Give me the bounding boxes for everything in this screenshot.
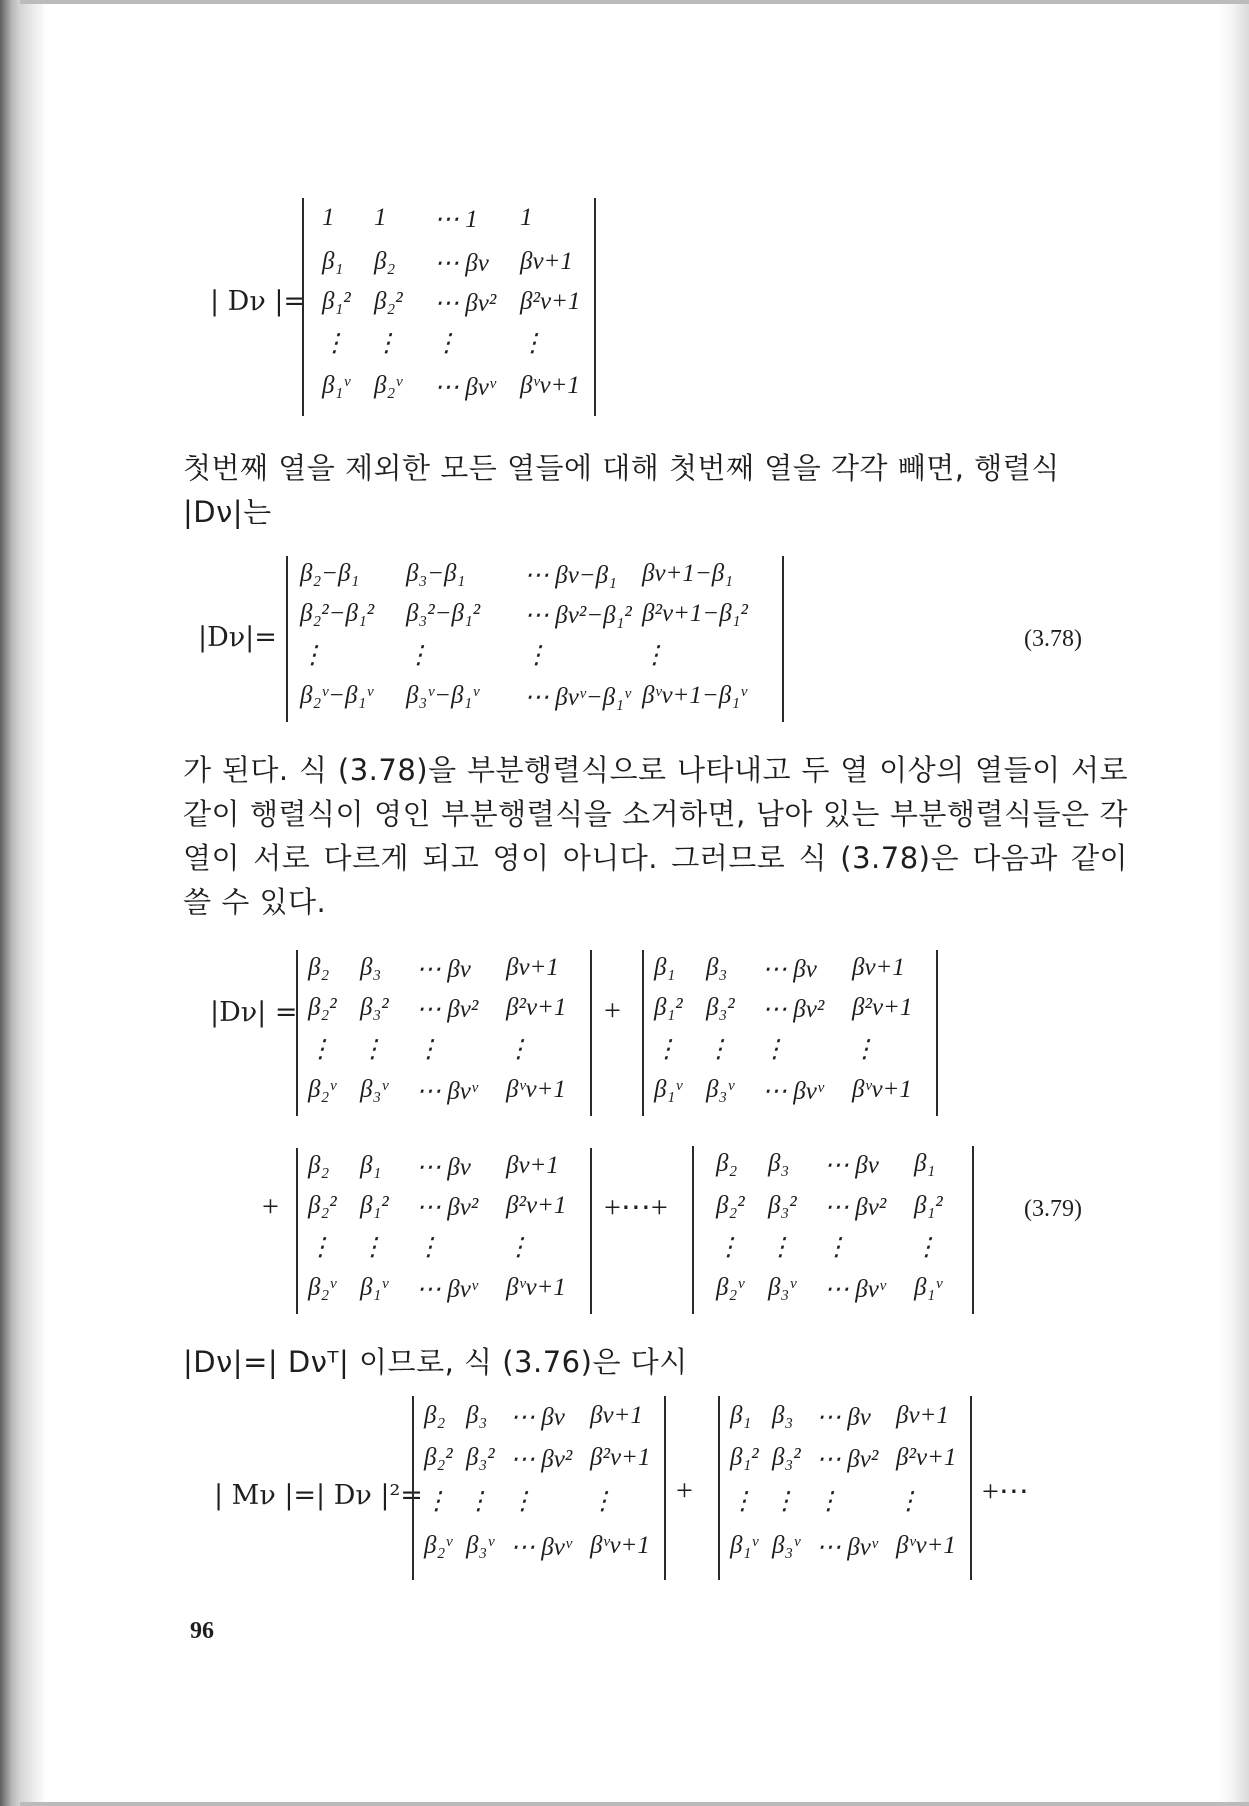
matrix-cell: β₁² [730, 1444, 759, 1471]
matrix-cell: ⋮ [322, 330, 347, 357]
matrix-cell: ⋯ βν [762, 956, 817, 983]
plus-operator: + [262, 1190, 279, 1223]
matrix-cell: β²ν+1 [852, 994, 913, 1021]
matrix-cell: β₁ᵛ [322, 372, 351, 399]
page-number: 96 [190, 1618, 214, 1644]
matrix-cell: βν+1 [590, 1402, 643, 1429]
matrix-cell: β₃ᵛ [706, 1076, 735, 1103]
matrix-cell: ⋯ βνᵛ [434, 374, 496, 401]
determinant-matrix [412, 1396, 666, 1580]
matrix-cell: β₂ᵛ [424, 1532, 453, 1559]
matrix-cell: β₃² [706, 994, 735, 1021]
matrix-cell: ⋮ [590, 1488, 615, 1515]
matrix-cell: β₁ [914, 1150, 936, 1177]
matrix-cell: ⋮ [762, 1036, 787, 1063]
matrix-cell: β₁ [360, 1152, 382, 1179]
matrix-cell: ⋯ βνᵛ [816, 1534, 878, 1561]
matrix-cell: ⋯ βν [416, 956, 471, 983]
matrix-cell: ⋯ βν² [816, 1446, 879, 1473]
matrix-cell: ⋮ [716, 1234, 741, 1261]
matrix-cell: ⋮ [360, 1036, 385, 1063]
matrix-cell: β₂² [308, 994, 337, 1021]
matrix-cell: β₃ᵛ [772, 1532, 801, 1559]
matrix-cell: ⋮ [416, 1234, 441, 1261]
book-spine-shadow [0, 0, 44, 1806]
matrix-cell: ⋮ [654, 1036, 679, 1063]
matrix-cell: ⋮ [506, 1234, 531, 1261]
matrix-cell: β₃ᵛ−β₁ᵛ [406, 682, 480, 709]
matrix-cell: βᵛν+1 [590, 1532, 650, 1559]
matrix-cell: ⋮ [642, 642, 667, 669]
matrix-cell: ⋯ βν² [510, 1446, 573, 1473]
paragraph-2: 가 된다. 식 (3.78)을 부분행렬식으로 나타내고 두 열 이상의 열들이 서로 같이 행렬식이 영인 부분행렬식을 소거하면, 남아 있는 부분행렬식들은 각 열이 서로 다르게 되고 영이 아니다. 그러므로 식 (3.78)은 다음과 같이 쓸 수 있다. [183, 753, 1128, 919]
matrix-cell: β₁² [360, 1192, 389, 1219]
equation-lhs: | Dν |= [210, 286, 307, 317]
matrix-cell: β₂ [374, 248, 396, 275]
matrix-cell: β²ν+1−β₁² [642, 600, 748, 627]
matrix-cell: ⋮ [416, 1036, 441, 1063]
matrix-cell: ⋮ [520, 330, 545, 357]
matrix-cell: βᵛν+1 [506, 1274, 566, 1301]
matrix-cell: ⋯ βν−β₁ [524, 562, 617, 589]
plus-dots-operator: +⋯+ [604, 1191, 668, 1224]
plus-dots-trailing: +⋯ [982, 1475, 1029, 1508]
matrix-cell: βᵛν+1 [520, 372, 580, 399]
plus-operator: + [676, 1474, 693, 1507]
matrix-cell: ⋯ βν [434, 250, 489, 277]
page-edge-right [1219, 0, 1249, 1806]
page-edge-bottom [20, 1802, 1249, 1806]
matrix-cell: β²ν+1 [506, 1192, 567, 1219]
matrix-cell: ⋯ βνᵛ [824, 1276, 886, 1303]
matrix-cell: β²ν+1 [896, 1444, 957, 1471]
matrix-cell: ⋯ βνᵛ [762, 1078, 824, 1105]
equation-lhs: |Dν|= [198, 622, 277, 653]
matrix-cell: β₁ [730, 1402, 752, 1429]
matrix-cell: ⋮ [730, 1488, 755, 1515]
matrix-cell: ⋯ βν² [416, 1194, 479, 1221]
matrix-cell: β₃² [466, 1444, 495, 1471]
matrix-cell: 1 [374, 204, 387, 231]
paragraph-1-continued: |Dν|는 [183, 495, 272, 529]
matrix-cell: β₃ᵛ [466, 1532, 495, 1559]
determinant-matrix [296, 1148, 592, 1314]
matrix-cell: ⋯ 1 [434, 206, 478, 233]
determinant-matrix [286, 556, 784, 722]
paragraph-1: 첫번째 열을 제외한 모든 열들에 대해 첫번째 열을 각각 빼면, 행렬식 [183, 451, 1060, 485]
matrix-cell: ⋮ [510, 1488, 535, 1515]
matrix-cell: β₂² [424, 1444, 453, 1471]
matrix-cell: ⋯ βνᵛ−β₁ᵛ [524, 684, 631, 711]
matrix-cell: ⋮ [434, 330, 459, 357]
equation-lhs: | Mν |=| Dν |²= [214, 1480, 423, 1511]
matrix-cell: ⋮ [768, 1234, 793, 1261]
matrix-cell: ⋯ βν² [762, 996, 825, 1023]
matrix-cell: ⋮ [466, 1488, 491, 1515]
matrix-cell: β₃ [466, 1402, 488, 1429]
matrix-cell: βᵛν+1 [852, 1076, 912, 1103]
equation-lhs: |Dν| = [210, 997, 298, 1028]
matrix-cell: β₁ᵛ [654, 1076, 683, 1103]
matrix-cell: β₁² [654, 994, 683, 1021]
matrix-cell: β₂−β₁ [300, 560, 360, 587]
matrix-cell: β₂² [308, 1192, 337, 1219]
determinant-matrix [642, 950, 938, 1116]
matrix-cell: ⋯ βν² [434, 290, 497, 317]
matrix-cell: β₁ᵛ [360, 1274, 389, 1301]
matrix-cell: ⋮ [360, 1234, 385, 1261]
matrix-cell: β₃² [772, 1444, 801, 1471]
matrix-cell: β²ν+1 [506, 994, 567, 1021]
matrix-cell: ⋮ [300, 642, 325, 669]
paragraph-3: |Dν|=| Dνᵀ| 이므로, 식 (3.76)은 다시 [183, 1345, 688, 1379]
matrix-cell: β₃ [706, 954, 728, 981]
matrix-cell: ⋯ βν [824, 1152, 879, 1179]
matrix-cell: β₂ [716, 1150, 738, 1177]
matrix-cell: ⋮ [308, 1234, 333, 1261]
matrix-cell: β₃² [768, 1192, 797, 1219]
matrix-cell: β₁² [914, 1192, 943, 1219]
matrix-cell: βν+1−β₁ [642, 560, 733, 587]
matrix-cell: β₃²−β₁² [406, 600, 481, 627]
matrix-cell: ⋯ βν [816, 1404, 871, 1431]
matrix-cell: ⋯ βν² [416, 996, 479, 1023]
matrix-cell: β₂ᵛ [308, 1076, 337, 1103]
matrix-cell: ⋮ [824, 1234, 849, 1261]
matrix-cell: ⋮ [424, 1488, 449, 1515]
matrix-cell: ⋮ [706, 1036, 731, 1063]
matrix-cell: βν+1 [506, 1152, 559, 1179]
determinant-matrix [296, 950, 592, 1116]
plus-operator: + [604, 994, 621, 1027]
matrix-cell: ⋯ βν [510, 1404, 565, 1431]
matrix-cell: ⋮ [914, 1234, 939, 1261]
matrix-cell: ⋮ [772, 1488, 797, 1515]
matrix-cell: β₂ᵛ [308, 1274, 337, 1301]
matrix-cell: ⋮ [852, 1036, 877, 1063]
matrix-cell: β₂ [308, 954, 330, 981]
matrix-cell: ⋮ [406, 642, 431, 669]
matrix-cell: ⋯ βνᵛ [416, 1078, 478, 1105]
matrix-cell: ⋮ [816, 1488, 841, 1515]
matrix-cell: β₂² [374, 288, 403, 315]
determinant-matrix [692, 1146, 974, 1314]
matrix-cell: β₃ᵛ [360, 1076, 389, 1103]
matrix-cell: β₂ᵛ [374, 372, 403, 399]
matrix-cell: β₂ᵛ [716, 1274, 745, 1301]
determinant-matrix [302, 198, 596, 416]
matrix-cell: βν+1 [506, 954, 559, 981]
matrix-cell: β₁² [322, 288, 351, 315]
matrix-cell: βν+1 [520, 248, 573, 275]
matrix-cell: β₃ [768, 1150, 790, 1177]
determinant-matrix [718, 1396, 972, 1580]
matrix-cell: β₁ [322, 248, 344, 275]
matrix-cell: ⋯ βνᵛ [510, 1534, 572, 1561]
matrix-cell: βᵛν+1 [506, 1076, 566, 1103]
matrix-cell: βν+1 [852, 954, 905, 981]
matrix-cell: 1 [322, 204, 335, 231]
equation-number: (3.79) [1024, 1196, 1082, 1222]
matrix-cell: β₃ [360, 954, 382, 981]
matrix-cell: β₂²−β₁² [300, 600, 375, 627]
matrix-cell: β₁ᵛ [914, 1274, 943, 1301]
matrix-cell: β₃ᵛ [768, 1274, 797, 1301]
matrix-cell: ⋮ [524, 642, 549, 669]
matrix-cell: β₂ [424, 1402, 446, 1429]
matrix-cell: β²ν+1 [590, 1444, 651, 1471]
matrix-cell: β₁ [654, 954, 676, 981]
matrix-cell: ⋯ βν [416, 1154, 471, 1181]
matrix-cell: ⋮ [896, 1488, 921, 1515]
matrix-cell: ⋮ [374, 330, 399, 357]
matrix-cell: 1 [520, 204, 533, 231]
matrix-cell: ⋯ βνᵛ [416, 1276, 478, 1303]
matrix-cell: β₁ᵛ [730, 1532, 759, 1559]
matrix-cell: β₂ᵛ−β₁ᵛ [300, 682, 374, 709]
matrix-cell: ⋮ [506, 1036, 531, 1063]
equation-number: (3.78) [1024, 626, 1082, 652]
matrix-cell: βᵛν+1 [896, 1532, 956, 1559]
matrix-cell: β₃ [772, 1402, 794, 1429]
matrix-cell: β²ν+1 [520, 288, 581, 315]
matrix-cell: ⋮ [308, 1036, 333, 1063]
matrix-cell: β₃−β₁ [406, 560, 466, 587]
matrix-cell: β₃² [360, 994, 389, 1021]
matrix-cell: β₂ [308, 1152, 330, 1179]
matrix-cell: ⋯ βν²−β₁² [524, 602, 632, 629]
matrix-cell: β₂² [716, 1192, 745, 1219]
matrix-cell: βᵛν+1−β₁ᵛ [642, 682, 747, 709]
matrix-cell: βν+1 [896, 1402, 949, 1429]
matrix-cell: ⋯ βν² [824, 1194, 887, 1221]
